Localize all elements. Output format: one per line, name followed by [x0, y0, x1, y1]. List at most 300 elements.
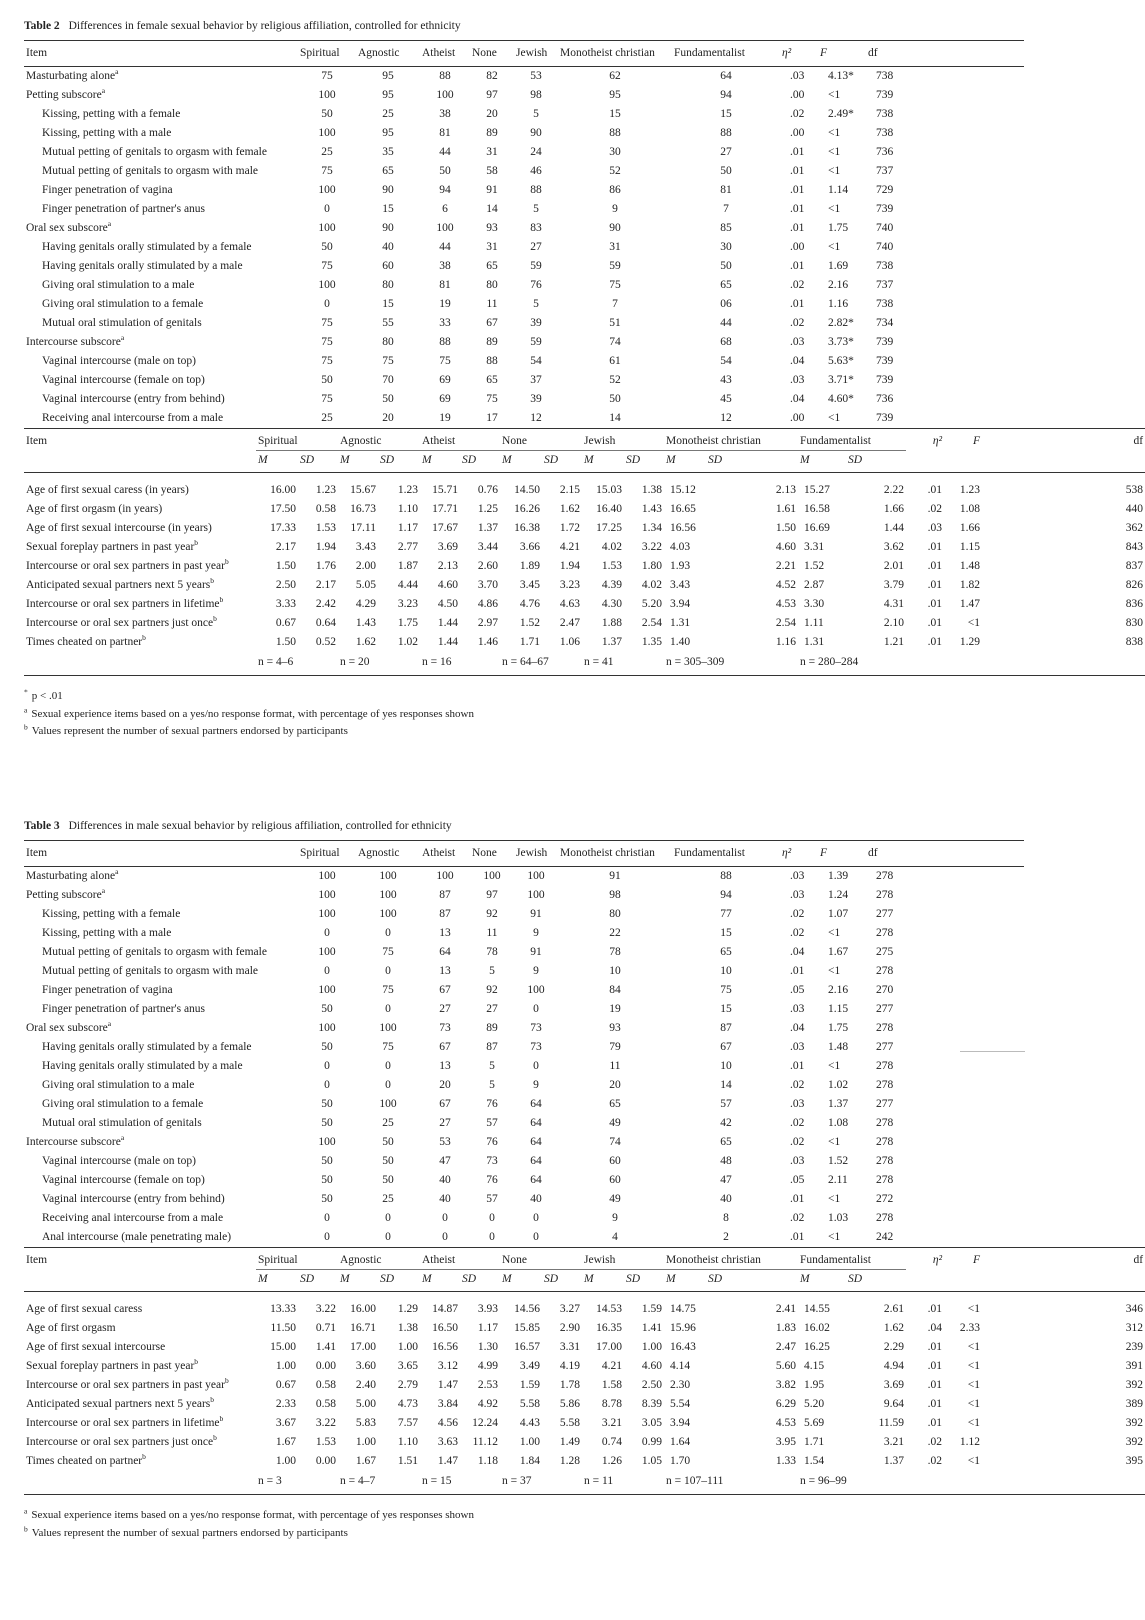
table-cell: 76 — [486, 1098, 498, 1111]
table-cell: .02 — [790, 908, 805, 921]
table-cell: 17.11 — [350, 522, 376, 535]
table-cell: 270 — [876, 984, 894, 997]
table-cell: 60 — [609, 1174, 621, 1187]
table-2 — [24, 18, 1144, 741]
table-cell: 1.23 — [944, 473, 982, 501]
table-cell: 57 — [486, 1193, 498, 1206]
table-cell: 25 — [321, 146, 333, 159]
table-cell: .00 — [790, 241, 805, 254]
sd-header: SD — [298, 1270, 338, 1292]
table-cell: 13 — [439, 965, 451, 978]
table-row — [24, 1057, 1024, 1076]
table-cell: 64 — [530, 1174, 542, 1187]
table-cell: 10 — [609, 965, 621, 978]
table-cell: .01 — [927, 1379, 943, 1392]
table-cell: 1.00 — [275, 1360, 296, 1373]
row-label-cell — [24, 1452, 256, 1471]
table-cell: 5.58 — [559, 1417, 581, 1430]
table-cell: 739 — [876, 89, 894, 102]
col-header: df — [866, 41, 1024, 67]
table-cell: .01 — [927, 598, 943, 611]
table-cell: 1.64 — [670, 1436, 691, 1449]
table-cell: 84 — [609, 984, 621, 997]
table-cell: 64 — [530, 1136, 542, 1149]
table-cell: 91 — [486, 184, 498, 197]
footnote-marker: * — [24, 687, 28, 697]
col-header: None — [470, 41, 514, 67]
footnote-marker: b — [219, 1414, 224, 1424]
table-cell: 15.85 — [514, 1322, 541, 1335]
table-cell: 838 — [1125, 636, 1144, 649]
table-cell: 538 — [982, 473, 1145, 501]
table-row — [24, 1000, 1024, 1019]
table-cell: 16.50 — [432, 1322, 458, 1335]
table-cell: 90 — [382, 184, 394, 197]
table-cell: 15 — [382, 298, 394, 311]
row-label: Intercourse or oral sex partners in past year — [26, 560, 225, 573]
table-caption — [24, 18, 1024, 34]
table-cell: 100 — [318, 946, 336, 959]
table-cell: 1.93 — [670, 560, 691, 573]
table-cell: <1 — [828, 165, 841, 178]
table-cell: 5 — [533, 203, 539, 216]
table-cell: 1.31 — [804, 636, 825, 649]
table-cell: 100 — [527, 870, 545, 883]
table-cell: 1.66 — [883, 503, 905, 516]
footnote-marker: a — [101, 886, 106, 896]
table-cell: 67 — [439, 1041, 451, 1054]
table-cell: 1.47 — [437, 1379, 458, 1392]
table-cell: 1.48 — [828, 1041, 849, 1054]
table-cell: 5.60 — [775, 1360, 797, 1373]
table-cell: 16.56 — [670, 522, 696, 535]
table-cell: 4.56 — [437, 1417, 458, 1430]
table-cell: 1.80 — [641, 560, 663, 573]
table-row — [24, 1152, 1024, 1171]
table-cell: 395 — [1125, 1455, 1144, 1468]
table-cell: 39 — [530, 393, 542, 406]
table-cell: 27 — [486, 1003, 498, 1016]
table-cell: 0.58 — [315, 503, 336, 516]
table-cell: 17.00 — [596, 1341, 623, 1354]
table-cell: 0.74 — [601, 1436, 623, 1449]
table-cell: 1.40 — [670, 636, 691, 649]
table-cell: 738 — [876, 108, 894, 121]
row-label-cell — [24, 371, 298, 390]
table-cell: 100 — [318, 184, 336, 197]
table-cell: 100 — [527, 889, 545, 902]
row-label: Vaginal intercourse (male on top) — [42, 1155, 196, 1168]
table-row — [24, 1357, 1145, 1376]
m-header: M — [420, 451, 460, 473]
table-cell: 277 — [876, 1041, 894, 1054]
table-cell: 843 — [1125, 541, 1144, 554]
col-header: Item — [26, 435, 48, 448]
table-cell: 3.84 — [437, 1398, 458, 1411]
row-label: Anticipated sexual partners next 5 years — [26, 579, 211, 592]
table-cell: 82 — [486, 70, 498, 83]
table-cell: 1.94 — [315, 541, 336, 554]
table-cell: 1.67 — [355, 1455, 376, 1468]
col-header: Monotheist christian — [666, 1253, 761, 1266]
sample-size: n = 4–6 — [256, 652, 338, 676]
table-cell: 1.67 — [828, 946, 849, 959]
table-row — [24, 162, 1024, 181]
sample-size: n = 96–99 — [798, 1471, 906, 1495]
table-row — [24, 333, 1024, 352]
table-cell: 49 — [609, 1193, 621, 1206]
row-label-cell — [24, 886, 298, 905]
table-cell: 1.66 — [959, 522, 981, 535]
table-cell: .04 — [790, 393, 805, 406]
col-header: Jewish — [584, 434, 616, 447]
sd-header: SD — [460, 1270, 500, 1292]
table-cell: 31 — [486, 241, 498, 254]
footnote-marker: a — [115, 867, 119, 877]
table-cell: 4.31 — [883, 598, 905, 611]
table-notes — [24, 688, 1024, 741]
row-label-cell — [24, 390, 298, 409]
table-cell: <1 — [828, 127, 841, 140]
col-header: F — [818, 41, 866, 67]
table-cell: 0.00 — [315, 1455, 336, 1468]
table-cell: 11 — [486, 927, 498, 940]
footnote-marker: a — [101, 86, 106, 96]
footnote-marker: b — [194, 1357, 199, 1367]
table-cell: 50 — [321, 1117, 333, 1130]
table-cell: 1.53 — [601, 560, 623, 573]
table-cell: 1.14 — [828, 184, 849, 197]
table-cell: .01 — [790, 165, 805, 178]
table-cell: 392 — [1125, 1417, 1144, 1430]
table-row — [24, 1376, 1145, 1395]
table-cell: .00 — [790, 89, 805, 102]
table-cell: 69 — [439, 374, 451, 387]
table-cell: 1.15 — [959, 541, 981, 554]
m-header: M — [798, 1270, 846, 1292]
table-row — [24, 1292, 1145, 1320]
table-cell: 88 — [720, 127, 732, 140]
row-label-cell — [24, 1357, 256, 1376]
table-cell: 738 — [876, 70, 894, 83]
table-cell: 70 — [382, 374, 394, 387]
row-label-cell — [24, 595, 256, 614]
table-cell: 17.33 — [270, 522, 296, 535]
table-cell: 16.40 — [596, 503, 623, 516]
table-cell: 14 — [609, 412, 621, 425]
row-label: Vaginal intercourse (female on top) — [42, 374, 205, 387]
row-label-cell — [24, 1133, 298, 1152]
col-header: Item — [26, 1254, 48, 1267]
table-cell: 67 — [486, 317, 498, 330]
table-cell: 5.54 — [670, 1398, 691, 1411]
table-cell: 2.54 — [641, 617, 663, 630]
footnote — [24, 1507, 1024, 1525]
row-label-cell — [24, 1152, 298, 1171]
sample-size-row — [24, 652, 1145, 676]
table-row — [24, 200, 1024, 219]
row-label: Masturbating alone — [26, 70, 116, 83]
table-cell: 1.84 — [519, 1455, 541, 1468]
table-row — [24, 519, 1145, 538]
table-cell: .01 — [790, 146, 805, 159]
row-label-cell — [24, 633, 256, 652]
table-cell: 1.95 — [804, 1379, 825, 1392]
table-cell: 4.39 — [601, 579, 623, 592]
table-cell: 2.17 — [275, 541, 296, 554]
table-cell: 2.16 — [828, 984, 849, 997]
table-cell: 1.21 — [883, 636, 905, 649]
table-cell: 1.28 — [559, 1455, 581, 1468]
table-cell: 4.13* — [828, 70, 854, 83]
table-cell: 1.52 — [828, 1155, 849, 1168]
footnote-marker: a — [24, 704, 28, 714]
footnote-marker: b — [210, 1395, 215, 1405]
table-cell: 1.54 — [804, 1455, 825, 1468]
table-cell: 277 — [876, 1003, 894, 1016]
table-cell: 1.00 — [355, 1436, 376, 1449]
table-cell: 50 — [321, 1174, 333, 1187]
table-cell: 75 — [439, 355, 451, 368]
table-cell: 4.73 — [397, 1398, 418, 1411]
table-cell: 73 — [530, 1041, 542, 1054]
table-cell: 54 — [530, 355, 542, 368]
table-cell: 94 — [439, 184, 451, 197]
table-row — [24, 276, 1024, 295]
table-cell: 2.50 — [275, 579, 296, 592]
table-cell: .04 — [790, 946, 805, 959]
table-cell: 740 — [876, 222, 894, 235]
table-cell: 50 — [321, 1155, 333, 1168]
table-cell: 4.19 — [559, 1360, 581, 1373]
table-cell: 50 — [321, 1041, 333, 1054]
table-cell: 16.26 — [514, 503, 541, 516]
row-label: Oral sex subscore — [26, 1022, 108, 1035]
table-cell: <1 — [967, 1398, 981, 1411]
footnote-marker: b — [142, 1452, 146, 1462]
table-row — [24, 595, 1145, 614]
percentage-table — [24, 840, 1024, 1247]
table-cell: 27 — [439, 1117, 451, 1130]
table-row — [24, 867, 1024, 887]
table-cell: 0 — [385, 927, 391, 940]
table-cell: .03 — [790, 374, 805, 387]
col-header: Spiritual — [298, 841, 356, 867]
table-cell: 0 — [442, 1231, 448, 1244]
table-cell: 88 — [530, 184, 542, 197]
table-cell: 50 — [609, 393, 621, 406]
table-cell: 16.57 — [514, 1341, 541, 1354]
table-row — [24, 576, 1145, 595]
table-cell: 1.69 — [828, 260, 849, 273]
table-cell: 4.15 — [804, 1360, 825, 1373]
table-cell: 75 — [382, 1041, 394, 1054]
table-cell: .02 — [927, 1436, 943, 1449]
table-row — [24, 557, 1145, 576]
table-cell: 3.82 — [775, 1379, 797, 1392]
table-cell: 65 — [720, 946, 732, 959]
row-label-cell — [24, 1190, 298, 1209]
table-cell: 15.00 — [270, 1341, 296, 1354]
sd-header: SD — [706, 451, 798, 473]
row-label-cell — [24, 905, 298, 924]
row-label: Mutual petting of genitals to orgasm with female — [42, 946, 267, 959]
table-cell: 4.52 — [775, 579, 797, 592]
table-cell: 0 — [324, 965, 330, 978]
sample-size: n = 11 — [582, 1471, 664, 1495]
row-label: Intercourse or oral sex partners just once — [26, 1436, 214, 1449]
table-cell: 4.86 — [477, 598, 499, 611]
row-label: Mutual petting of genitals to orgasm with female — [42, 146, 267, 159]
table-cell: 3.69 — [437, 541, 458, 554]
sd-header: SD — [624, 1270, 664, 1292]
table-cell: 1.31 — [670, 617, 691, 630]
table-cell: 1.87 — [397, 560, 418, 573]
table-cell: 275 — [876, 946, 894, 959]
table-cell: 2.01 — [883, 560, 905, 573]
table-row — [24, 181, 1024, 200]
table-cell: 2.97 — [477, 617, 499, 630]
table-cell: 100 — [379, 1098, 397, 1111]
table-cell: 88 — [439, 336, 451, 349]
table-cell: <1 — [967, 1341, 981, 1354]
row-label-cell — [24, 295, 298, 314]
table-cell: 87 — [486, 1041, 498, 1054]
table-cell: 89 — [486, 336, 498, 349]
table-row — [24, 962, 1024, 981]
table-cell: 3.94 — [670, 598, 691, 611]
table-cell: 14.87 — [420, 1292, 460, 1320]
table-cell: 16.38 — [514, 522, 541, 535]
table-cell: 1.75 — [828, 222, 849, 235]
table-cell: 100 — [318, 222, 336, 235]
table-cell: 6 — [442, 203, 448, 216]
table-cell: 2.33 — [275, 1398, 296, 1411]
table-cell: .01 — [790, 203, 805, 216]
table-cell: 24 — [530, 146, 542, 159]
table-cell: 1.70 — [670, 1455, 691, 1468]
row-label: Mutual oral stimulation of genitals — [42, 317, 202, 330]
table-cell: 4.30 — [601, 598, 623, 611]
row-label-cell — [24, 981, 298, 1000]
table-cell: 74 — [609, 336, 621, 349]
table-cell: 2.10 — [883, 617, 905, 630]
table-cell: 1.17 — [477, 1322, 499, 1335]
table-cell: 2.49* — [828, 108, 854, 121]
table-cell: 1.23 — [378, 473, 420, 501]
table-cell: 0 — [385, 1231, 391, 1244]
row-label-cell — [24, 500, 256, 519]
table-cell: 15 — [720, 927, 732, 940]
table-cell: 75 — [486, 393, 498, 406]
table-cell: 1.41 — [641, 1322, 663, 1335]
table-cell: 2.22 — [846, 473, 906, 501]
table-cell: 1.58 — [601, 1379, 623, 1392]
table-cell: 1.38 — [397, 1322, 418, 1335]
table-cell: 1.46 — [477, 636, 499, 649]
table-cell: 0 — [324, 203, 330, 216]
table-cell: 75 — [382, 984, 394, 997]
row-label: Having genitals orally stimulated by a female — [42, 1041, 252, 1054]
col-header: Atheist — [420, 841, 470, 867]
table-cell: 3.21 — [601, 1417, 623, 1430]
table-cell: 69 — [439, 393, 451, 406]
table-cell: 277 — [876, 908, 894, 921]
table-cell: 5.83 — [355, 1417, 376, 1430]
table-cell: 1.61 — [775, 503, 797, 516]
row-label: Anal intercourse (male penetrating male) — [42, 1231, 232, 1244]
table-cell: 50 — [439, 165, 451, 178]
table-cell: 17.50 — [270, 503, 296, 516]
table-cell: <1 — [828, 1193, 841, 1206]
table-cell: 91 — [609, 870, 621, 883]
table-cell: 74 — [609, 1136, 621, 1149]
table-cell: 15.03 — [582, 473, 624, 501]
table-cell: 30 — [720, 241, 732, 254]
table-cell: 3.23 — [397, 598, 418, 611]
table-cell: 1.43 — [355, 617, 376, 630]
table-cell: 5.58 — [519, 1398, 541, 1411]
footnote-text: Sexual experience items based on a yes/no response format, with percentage of yes responses shown — [31, 1509, 474, 1521]
row-label-cell — [24, 473, 256, 501]
table-cell: 16.43 — [670, 1341, 696, 1354]
table-cell: 278 — [876, 1022, 894, 1035]
table-row — [24, 1114, 1024, 1133]
row-label: Intercourse or oral sex partners just once — [26, 617, 214, 630]
table-cell: 278 — [876, 965, 894, 978]
row-label-cell — [24, 519, 256, 538]
table-cell: 3.43 — [670, 579, 691, 592]
table-cell: 3.63 — [437, 1436, 458, 1449]
table-cell: 9 — [533, 965, 539, 978]
table-cell: 2.11 — [828, 1174, 848, 1187]
table-cell: 68 — [720, 336, 732, 349]
table-cell: 90 — [530, 127, 542, 140]
table-cell: 738 — [876, 260, 894, 273]
table-title: Differences in female sexual behavior by religious affiliation, controlled for ethnicity — [68, 20, 461, 32]
table-cell: 830 — [1125, 617, 1144, 630]
table-cell: 77 — [720, 908, 732, 921]
table-cell: 06 — [720, 298, 732, 311]
table-cell: 3.30 — [804, 598, 825, 611]
row-label-cell — [24, 276, 298, 295]
row-label: Receiving anal intercourse from a male — [42, 1212, 224, 1225]
table-cell: .01 — [790, 260, 805, 273]
col-header: η² — [780, 41, 818, 67]
table-cell: 100 — [318, 870, 336, 883]
table-cell: .04 — [927, 1322, 943, 1335]
table-cell: 78 — [609, 946, 621, 959]
table-cell: 3.27 — [542, 1292, 582, 1320]
table-cell: .02 — [790, 1117, 805, 1130]
table-cell: 0.99 — [641, 1436, 663, 1449]
table-cell: .01 — [906, 473, 944, 501]
table-cell: 4.99 — [477, 1360, 499, 1373]
table-cell: 346 — [982, 1292, 1145, 1320]
table-cell: 5 — [533, 108, 539, 121]
table-cell: 11 — [486, 298, 498, 311]
table-cell: 3.69 — [883, 1379, 905, 1392]
table-row — [24, 943, 1024, 962]
table-cell: .05 — [790, 984, 805, 997]
col-header: Jewish — [514, 841, 558, 867]
percentage-table-body — [24, 67, 1024, 429]
table-cell: 11.12 — [472, 1436, 499, 1449]
table-cell: 1.67 — [275, 1436, 296, 1449]
table-cell: 3.67 — [275, 1417, 296, 1430]
table-cell: 91 — [530, 908, 542, 921]
table-cell: 14 — [720, 1079, 732, 1092]
